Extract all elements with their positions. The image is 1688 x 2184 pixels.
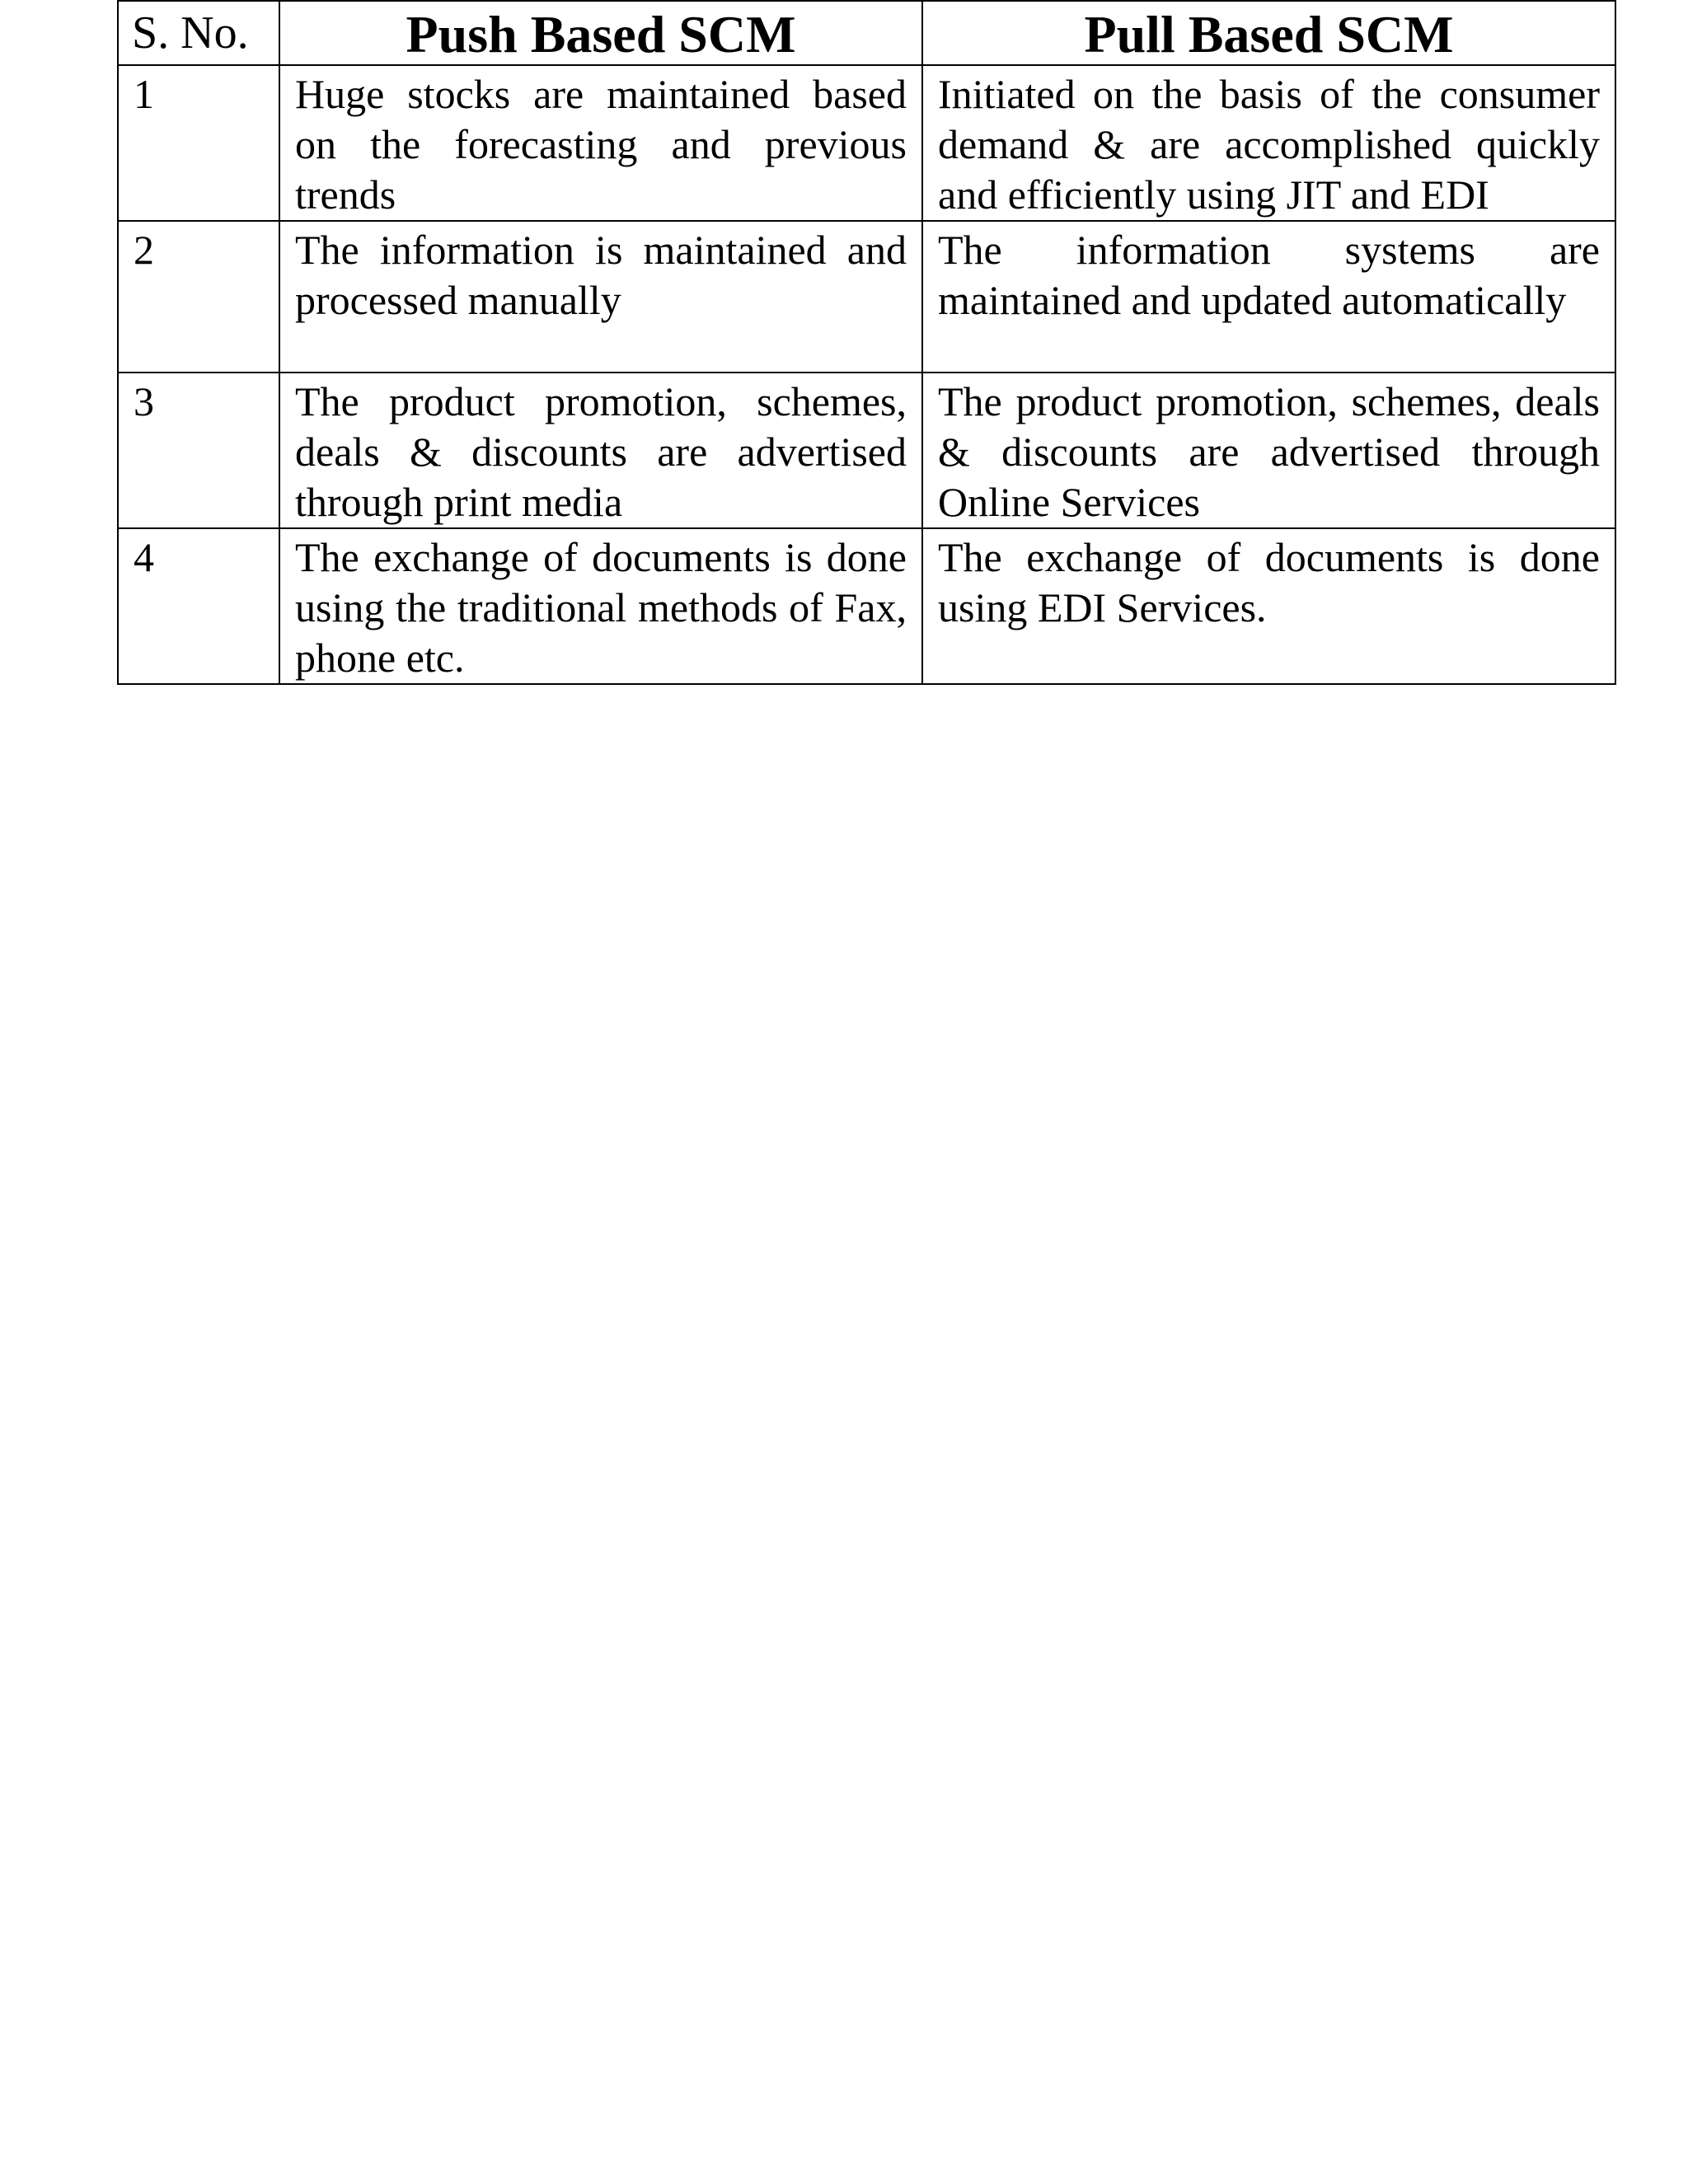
table-row [118, 65, 1615, 221]
table-row [118, 528, 1615, 684]
header-push-based-scm: Push Based SCM [279, 1, 922, 65]
pull-cell: Initiated on the basis of the consumer demand & are accomplished quickly and efficiently using JIT and EDI [922, 65, 1615, 221]
comparison-table [117, 0, 1616, 685]
pull-cell: The exchange of documents is done using EDI Services. [922, 528, 1615, 684]
row-number: 4 [118, 528, 279, 684]
row-number: 3 [118, 373, 279, 528]
header-sno: S. No. [118, 1, 279, 65]
header-pull-based-scm: Pull Based SCM [922, 1, 1615, 65]
push-cell: The exchange of documents is done using the traditional methods of Fax, phone etc. [279, 528, 922, 684]
pull-cell: The product promotion, schemes, deals & discounts are advertised through Online Services [922, 373, 1615, 528]
row-number: 1 [118, 65, 279, 221]
row-number: 2 [118, 221, 279, 373]
push-cell: Huge stocks are maintained based on the forecasting and previous trends [279, 65, 922, 221]
table-header-row [118, 1, 1615, 65]
table-row [118, 221, 1615, 373]
table-row [118, 373, 1615, 528]
push-cell: The information is maintained and processed manually [279, 221, 922, 373]
push-cell: The product promotion, schemes, deals & discounts are advertised through print media [279, 373, 922, 528]
pull-cell: The information systems are maintained and updated automatically [922, 221, 1615, 373]
